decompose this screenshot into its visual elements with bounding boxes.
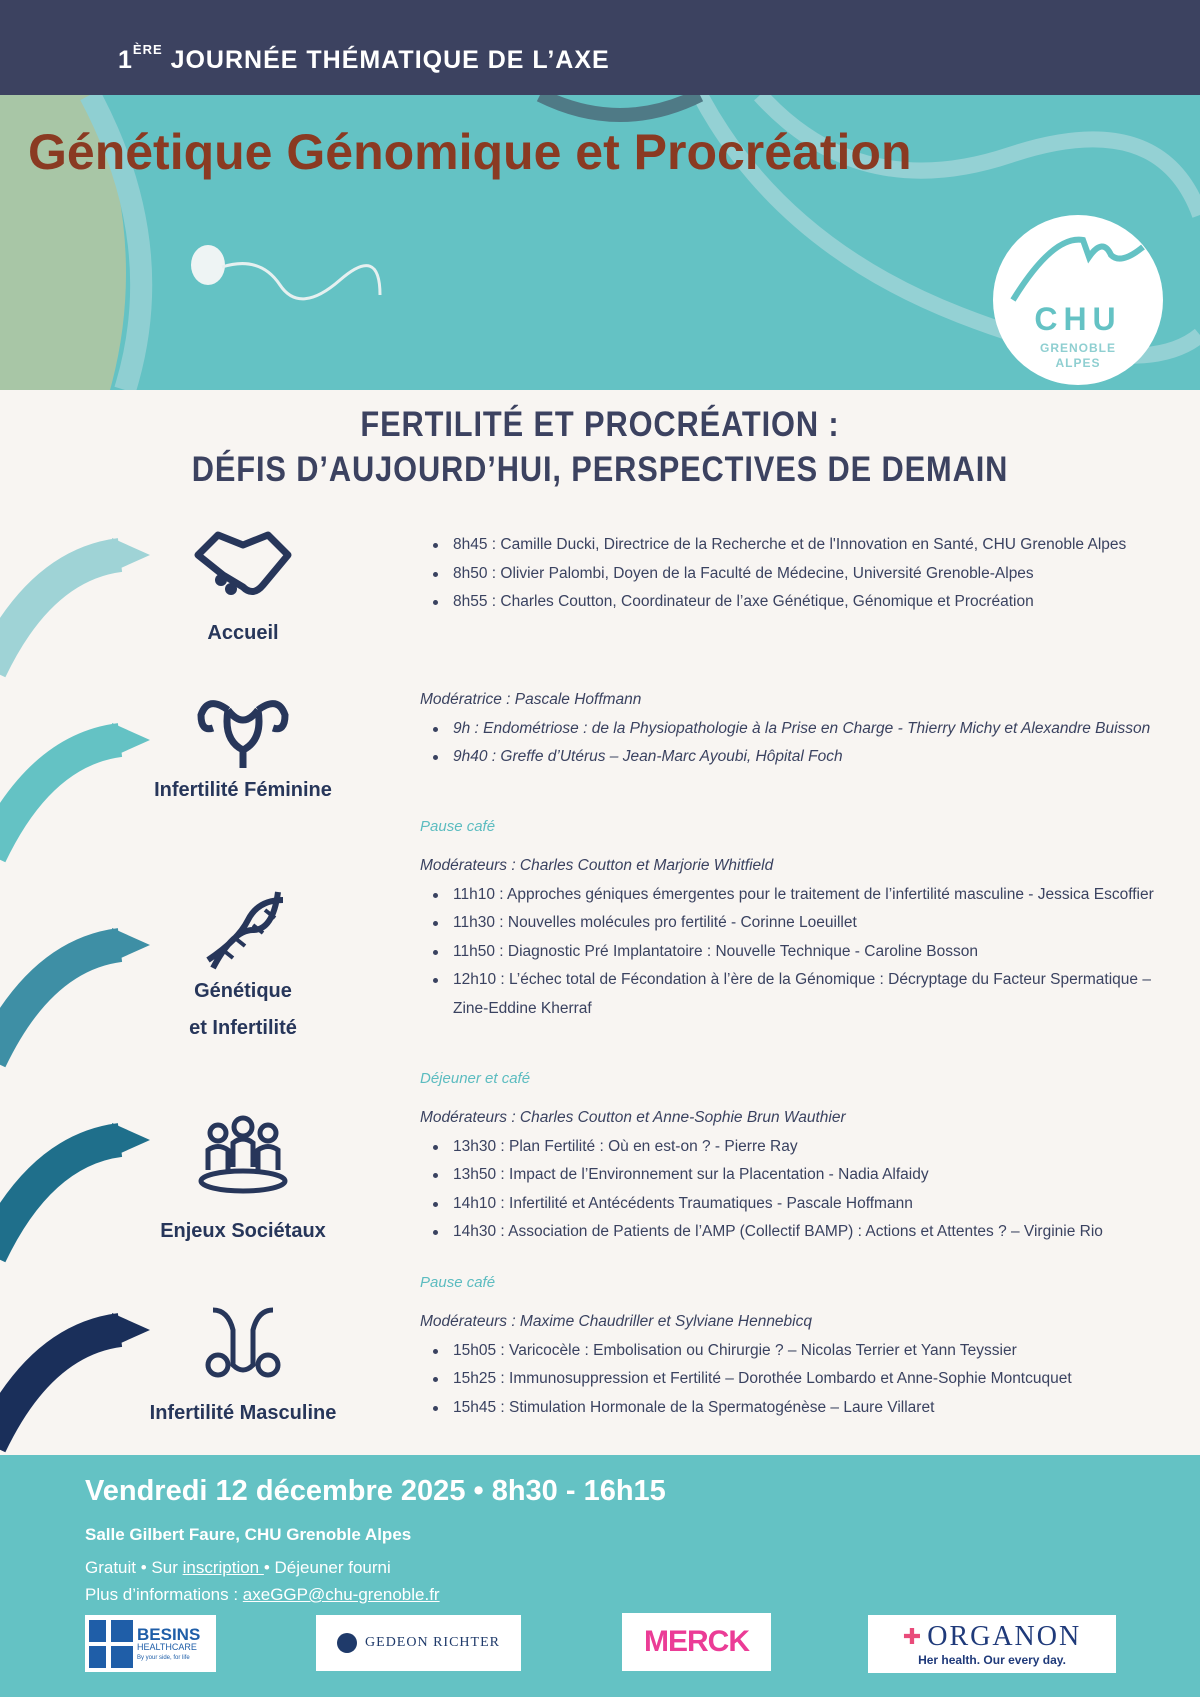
besins-sub: HEALTHCARE [137, 1642, 197, 1652]
program-infertilite-feminine [420, 686, 1180, 772]
info-prefix: Gratuit • Sur [85, 1558, 183, 1577]
program-infertilite-masculine [420, 1308, 1180, 1422]
section-arcs [0, 395, 170, 1455]
moderator: Modérateurs : Maxime Chaudriller et Sylviane Hennebicq [420, 1313, 812, 1330]
arc-arrow-icon [112, 1123, 150, 1157]
kicker-superscript: ÈRE [132, 42, 163, 57]
section-arc [0, 555, 120, 670]
registration-link[interactable]: inscription [182, 1558, 264, 1577]
banner-title: Génétique Génomique et Procréation [28, 124, 912, 180]
organon-tagline: Her health. Our every day. [918, 1653, 1066, 1667]
program-item: 11h10 : Approches géniques émergentes pour le traitement de l’infertilité masculine - Jessica Escoffier [420, 881, 1180, 910]
section-label-infertilite-masculine: Infertilité Masculine [149, 1402, 337, 1424]
program-item: 9h : Endométriose : de la Physiopathologie à la Prise en Charge - Thierry Michy et Alexandre Buisson [420, 715, 1180, 744]
break-pause-cafe: Pause café [420, 818, 496, 835]
program-item: 15h25 : Immunosuppression et Fertilité – Dorothée Lombardo et Anne-Sophie Montcuquet [420, 1365, 1180, 1394]
event-kicker [118, 42, 610, 75]
program-item: 15h45 : Stimulation Hormonale de la Spermatogénèse – Laure Villaret [420, 1394, 1180, 1423]
main-title [72, 402, 1128, 492]
program-item: 14h10 : Infertilité et Antécédents Traumatiques - Pascale Hoffmann [420, 1190, 1180, 1219]
event-info [85, 1558, 391, 1578]
organon-logo [868, 1615, 1116, 1673]
besins-tagline: By your side, for life [137, 1655, 190, 1661]
program-item: 9h40 : Greffe d’Utérus – Jean-Marc Ayoubi, Hôpital Foch [420, 743, 1180, 772]
program-item: 8h45 : Camille Ducki, Directrice de la Recherche et de l'Innovation en Santé, CHU Grenoble Alpes [420, 531, 1180, 560]
info-suffix: • Déjeuner fourni [263, 1558, 391, 1577]
program-item: 11h50 : Diagnostic Pré Implantatoire : Nouvelle Technique - Caroline Bosson [420, 938, 1180, 967]
gedeon-mark-icon [337, 1633, 357, 1653]
program-item: 13h30 : Plan Fertilité : Où en est-on ? - Pierre Ray [420, 1133, 1180, 1162]
section-arc [0, 1330, 120, 1445]
male-reproductive-icon [193, 1305, 293, 1385]
logo-sub [993, 341, 1163, 371]
break-pause-cafe-2: Pause café [420, 1274, 496, 1291]
section-arc [0, 1140, 120, 1255]
arc-arrow-icon [112, 928, 150, 962]
contact-prefix: Plus d’informations : [85, 1585, 243, 1604]
footer [0, 1455, 1200, 1697]
section-arc [0, 945, 120, 1060]
program-item: 8h55 : Charles Coutton, Coordinateur de l’axe Génétique, Génomique et Procréation [420, 588, 1180, 617]
kicker-number: 1 [118, 46, 133, 74]
section-label-accueil: Accueil [207, 622, 279, 644]
banner [0, 95, 1200, 390]
program-item: 13h50 : Impact de l’Environnement sur la Placentation - Nadia Alfaidy [420, 1161, 1180, 1190]
besins-mark-icon [89, 1620, 133, 1668]
handshake-icon [193, 525, 293, 605]
program-genetique [420, 852, 1180, 1023]
merck-logo [622, 1613, 771, 1671]
section-label-infertilite-feminine: Infertilité Féminine [154, 779, 332, 801]
arc-arrow-icon [112, 1313, 150, 1347]
organon-mark-icon: ✚ [902, 1624, 922, 1649]
section-label-genetique: Génétique [194, 980, 292, 1002]
chu-logo [993, 215, 1163, 385]
program-item: 8h50 : Olivier Palombi, Doyen de la Faculté de Médecine, Université Grenoble-Alpes [420, 560, 1180, 589]
title-line-2: DÉFIS D’AUJOURD’HUI, PERSPECTIVES DE DEMAIN [191, 450, 1009, 489]
section-arc [0, 740, 120, 855]
program-accueil [420, 531, 1180, 617]
uterus-icon [193, 690, 293, 770]
dna-icon [193, 890, 293, 970]
merck-name: MERCK [644, 1625, 749, 1658]
logo-grenoble: GRENOBLE [1039, 341, 1116, 355]
logo-alpes: ALPES [1055, 356, 1101, 370]
moderator: Modérateurs : Charles Coutton et Marjorie Whitfield [420, 857, 774, 874]
moderator: Modératrice : Pascale Hoffmann [420, 691, 642, 708]
program-item: 14h30 : Association de Patients de l’AMP (Collectif BAMP) : Actions et Attentes ? – Virginie Rio [420, 1218, 1180, 1247]
besins-name: BESINS [137, 1625, 201, 1644]
contact-info [85, 1585, 440, 1605]
logo-chu-text: CHU [1034, 301, 1122, 337]
arc-arrow-icon [112, 538, 150, 572]
program-enjeux-societaux [420, 1104, 1180, 1247]
mountain-logo-icon [993, 215, 1163, 305]
program-item: 12h10 : L’échec total de Fécondation à l’ère de la Génomique : Décryptage du Facteur Spermatique – Zine-Eddine Kherraf [420, 966, 1180, 1023]
contact-email-link[interactable]: axeGGP@chu-grenoble.fr [242, 1585, 440, 1604]
program-item: 15h05 : Varicocèle : Embolisation ou Chirurgie ? – Nicolas Terrier et Yann Teyssier [420, 1337, 1180, 1366]
arc-arrow-icon [112, 723, 150, 757]
section-label-enjeux-societaux: Enjeux Sociétaux [160, 1220, 326, 1242]
besins-logo [85, 1615, 216, 1672]
gedeon-richter-logo [316, 1615, 521, 1671]
event-venue: Salle Gilbert Faure, CHU Grenoble Alpes [85, 1525, 412, 1544]
event-date: Vendredi 12 décembre 2025 • 8h30 - 16h15 [85, 1475, 666, 1507]
moderator: Modérateurs : Charles Coutton et Anne-Sophie Brun Wauthier [420, 1109, 846, 1126]
section-label-genetique-2: et Infertilité [189, 1017, 297, 1039]
break-dejeuner: Déjeuner et café [420, 1070, 531, 1087]
organon-name: ORGANON [927, 1621, 1082, 1652]
people-icon [193, 1115, 293, 1195]
title-line-1: FERTILITÉ ET PROCRÉATION : [360, 405, 840, 444]
program-item: 11h30 : Nouvelles molécules pro fertilité - Corinne Loeuillet [420, 909, 1180, 938]
gedeon-name: GEDEON RICHTER [365, 1635, 500, 1650]
kicker-text: JOURNÉE THÉMATIQUE DE L’AXE [162, 46, 610, 74]
